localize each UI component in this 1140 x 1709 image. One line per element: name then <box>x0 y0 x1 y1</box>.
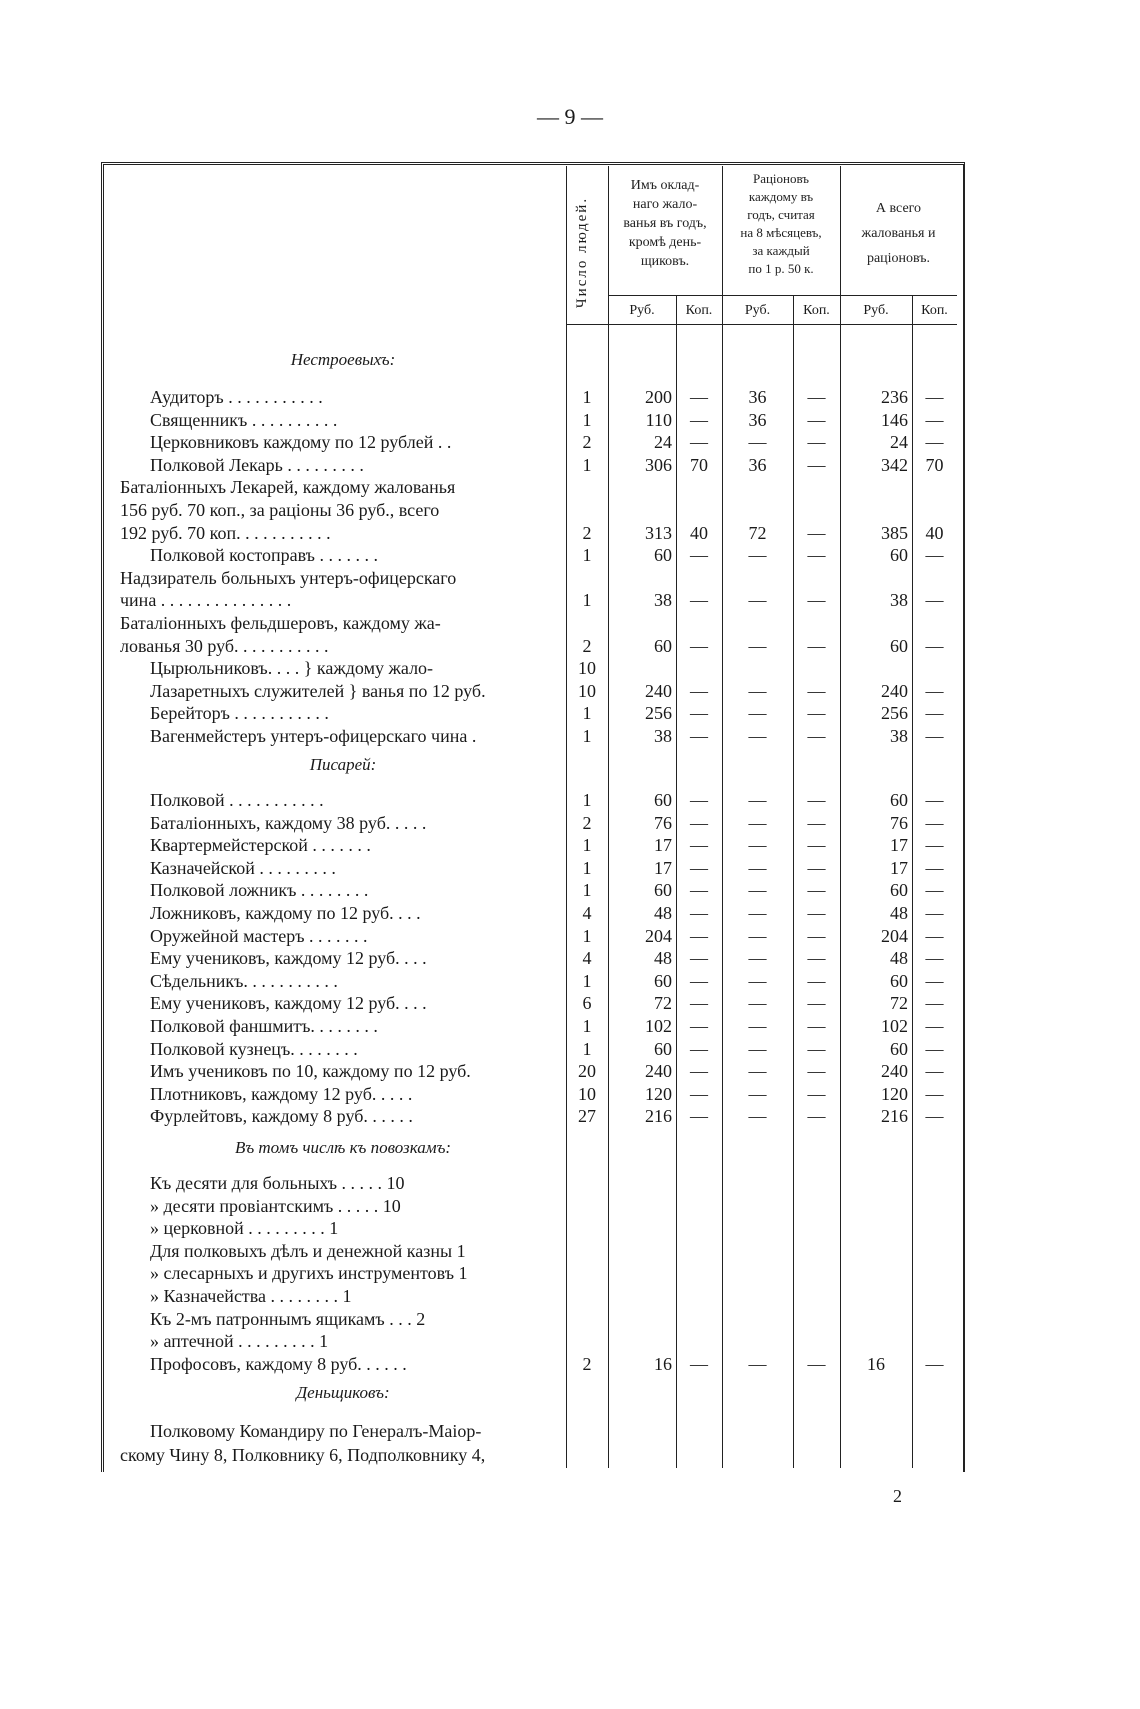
row-label: » десяти провіантскимъ . . . . . 10 <box>150 1195 401 1216</box>
people-count: 10 <box>578 680 596 701</box>
salary-kop: — <box>690 1038 708 1059</box>
salary-kop: — <box>690 925 708 946</box>
table-row <box>0 612 1140 635</box>
people-count: 1 <box>582 1038 592 1059</box>
salary-rub: 313 <box>645 522 672 543</box>
total-kop: 40 <box>925 522 944 543</box>
rations-rub: — <box>748 635 767 656</box>
denshchiki-line-2: скому Чину 8, Полковнику 6, Подполковнику 4, <box>120 1445 486 1465</box>
row-label: Казначейской . . . . . . . . . <box>150 857 336 878</box>
table-row <box>0 902 1140 925</box>
salary-rub: 60 <box>654 635 672 656</box>
total-rub: 60 <box>890 635 908 656</box>
row-label: Надзиратель больныхъ унтеръ-офицерскаго <box>120 567 457 588</box>
salary-rub: 110 <box>645 409 672 430</box>
table-row <box>0 702 1140 725</box>
row-label: Сѣдельникъ. . . . . . . . . . . <box>150 970 338 991</box>
row-label: Баталіонныхъ, каждому 38 руб. . . . . <box>150 812 427 833</box>
salary-rub: 48 <box>654 948 672 969</box>
salary-rub: 120 <box>645 1083 672 1104</box>
sub-total-kop: Коп. <box>921 303 948 318</box>
rations-rub: — <box>748 1016 767 1036</box>
total-kop: — <box>925 680 944 701</box>
total-rub: 24 <box>890 432 908 453</box>
total-kop: — <box>925 812 944 833</box>
total-kop: — <box>925 880 944 901</box>
footer-mark: 2 <box>893 1486 902 1506</box>
people-count: 4 <box>582 903 592 923</box>
total-rub: 60 <box>890 790 908 810</box>
total-rub: 76 <box>890 812 908 833</box>
row-label: Полковой фаншмитъ. . . . . . . . <box>150 1016 378 1036</box>
people-count: 1 <box>582 970 592 991</box>
table-row <box>0 1308 1140 1331</box>
row-label: » церковной . . . . . . . . . 1 <box>150 1218 339 1239</box>
people-count: 10 <box>578 658 596 679</box>
table-row <box>0 1083 1140 1106</box>
salary-kop: — <box>690 409 708 430</box>
total-rub: 240 <box>881 1061 908 1082</box>
sub-salary-rub: Руб. <box>629 303 655 318</box>
rations-kop: — <box>807 703 826 724</box>
salary-rub: 216 <box>645 1106 672 1127</box>
row-label: Полковой . . . . . . . . . . . <box>150 790 324 810</box>
row-label: Лазаретныхъ служителей } ванья по 12 руб. <box>150 680 486 701</box>
row-label: Имъ учениковъ по 10, каждому по 12 руб. <box>150 1061 471 1082</box>
total-kop: — <box>925 857 944 878</box>
total-rub: 60 <box>890 970 908 991</box>
sub-total-rub: Руб. <box>863 303 889 318</box>
row-label: Оружейной мастеръ . . . . . . . <box>150 925 368 946</box>
table-row <box>0 789 1140 812</box>
total-rub: 48 <box>890 948 908 969</box>
salary-rub: 102 <box>645 1016 672 1036</box>
total-kop: — <box>925 1016 944 1036</box>
total-kop: — <box>925 925 944 946</box>
salary-kop: — <box>690 703 708 724</box>
salary-rub: 60 <box>654 790 672 810</box>
row-label: Фурлейтовъ, каждому 8 руб. . . . . . <box>150 1106 413 1127</box>
row-label: Ему учениковъ, каждому 12 руб. . . . <box>150 993 427 1014</box>
table-row <box>0 1353 1140 1376</box>
rations-kop: — <box>807 1354 826 1374</box>
row-label: Къ десяти для больныхъ . . . . . 10 <box>150 1173 405 1193</box>
salary-rub: 306 <box>645 454 672 475</box>
people-count: 27 <box>578 1106 596 1127</box>
rations-rub: — <box>748 680 767 701</box>
row-label: Полковой костоправъ . . . . . . . <box>150 545 378 566</box>
people-count: 2 <box>582 522 592 543</box>
salary-rub: 240 <box>645 680 672 701</box>
total-rub: 204 <box>881 925 908 946</box>
people-count: 10 <box>578 1083 596 1104</box>
rations-kop: — <box>807 1016 826 1036</box>
row-label: Плотниковъ, каждому 12 руб. . . . . <box>150 1083 413 1104</box>
people-count: 6 <box>582 993 592 1014</box>
total-rub: 236 <box>881 387 908 407</box>
row-label: Ложниковъ, каждому по 12 руб. . . . <box>150 903 421 923</box>
rations-kop: — <box>807 835 826 856</box>
header-people: Число людей. <box>574 196 591 309</box>
total-rub: 385 <box>881 522 908 543</box>
salary-kop: — <box>690 1083 708 1104</box>
rations-kop: — <box>807 1106 826 1127</box>
table-row <box>0 1240 1140 1263</box>
rations-kop: — <box>807 790 826 810</box>
total-kop: — <box>925 387 944 407</box>
people-count: 1 <box>582 409 592 430</box>
salary-rub: 240 <box>645 1061 672 1082</box>
salary-rub: 60 <box>654 545 672 566</box>
row-label: Священникъ . . . . . . . . . . <box>150 409 338 430</box>
salary-rub: 48 <box>654 903 672 923</box>
total-kop: — <box>925 790 944 810</box>
rations-rub: — <box>748 1354 767 1374</box>
row-label: Полковой ложникъ . . . . . . . . <box>150 880 369 901</box>
total-rub: 342 <box>881 454 908 475</box>
total-kop: — <box>925 1061 944 1082</box>
rations-kop: — <box>807 880 826 901</box>
rations-rub: — <box>748 703 767 724</box>
salary-rub: 256 <box>645 703 672 724</box>
table-row <box>0 657 1140 680</box>
row-label: Полковой Лекарь . . . . . . . . . <box>150 454 364 475</box>
row-label: Цырюльниковъ. . . . } каждому жало- <box>150 658 434 679</box>
section-title-povozki: Въ томъ числѣ къ повозкамъ: <box>234 1138 452 1157</box>
rations-kop: — <box>807 387 826 407</box>
table-row <box>0 970 1140 993</box>
total-rub: 240 <box>881 680 908 701</box>
salary-kop: 70 <box>690 454 708 475</box>
row-label: » аптечной . . . . . . . . . 1 <box>150 1331 329 1352</box>
people-count: 1 <box>582 925 592 946</box>
salary-rub: 60 <box>654 970 672 991</box>
salary-kop: — <box>690 812 708 833</box>
people-count: 1 <box>582 590 592 611</box>
rations-rub: — <box>748 880 767 901</box>
total-kop: — <box>925 703 944 724</box>
total-kop: — <box>925 970 944 991</box>
table-row <box>0 1015 1140 1038</box>
people-count: 1 <box>582 545 592 566</box>
salary-rub: 38 <box>654 590 672 611</box>
total-kop: 70 <box>925 454 944 475</box>
salary-rub: 24 <box>654 432 672 453</box>
total-kop: — <box>925 590 944 611</box>
rations-rub: — <box>748 993 767 1014</box>
table-row <box>0 812 1140 835</box>
table-row <box>0 1172 1140 1195</box>
rations-rub: — <box>748 857 767 878</box>
rations-kop: — <box>807 1038 826 1059</box>
people-count: 1 <box>582 454 592 475</box>
table-row <box>0 1060 1140 1083</box>
row-label: Баталіонныхъ Лекарей, каждому жалованья <box>120 477 456 498</box>
row-label: чина . . . . . . . . . . . . . . . <box>120 590 292 611</box>
row-label: » слесарныхъ и другихъ инструментовъ 1 <box>150 1263 468 1284</box>
rations-rub: — <box>748 590 767 611</box>
total-rub: 60 <box>890 880 908 901</box>
salary-kop: — <box>690 590 708 611</box>
table-row <box>0 879 1140 902</box>
table-row <box>0 409 1140 432</box>
rations-rub: — <box>748 970 767 991</box>
sub-salary-kop: Коп. <box>685 303 713 318</box>
row-label: Къ 2-мъ патроннымъ ящикамъ . . . 2 <box>150 1308 426 1329</box>
salary-rub: 200 <box>645 387 672 407</box>
table-row <box>0 635 1140 658</box>
rations-kop: — <box>807 903 826 923</box>
table-row <box>0 1285 1140 1308</box>
table-row <box>0 1262 1140 1285</box>
total-rub: 146 <box>881 409 908 430</box>
table-row <box>0 567 1140 590</box>
salary-kop: — <box>690 993 708 1014</box>
section-title-nonstroevye: Нестроевыхъ: <box>290 350 396 369</box>
row-label: Квартермейстерской . . . . . . . <box>150 835 371 856</box>
header-sub-line <box>608 295 957 296</box>
header-bottom-line <box>566 324 957 325</box>
header-salary: Имъ оклад- наго жало- ванья въ годъ, кромѣ день- щиковъ. <box>623 178 707 269</box>
table-row <box>0 431 1140 454</box>
salary-rub: 16 <box>654 1354 672 1374</box>
total-kop: — <box>925 835 944 856</box>
table-row <box>0 589 1140 612</box>
row-label: Церковниковъ каждому по 12 рублей . . <box>150 432 452 453</box>
people-count: 1 <box>582 703 592 724</box>
row-label: Для полковыхъ дѣлъ и денежной казны 1 <box>150 1240 466 1261</box>
rations-rub: — <box>748 812 767 833</box>
rations-rub: — <box>748 1083 767 1104</box>
rations-rub: — <box>748 1106 767 1127</box>
total-rub: 16 <box>867 1354 885 1374</box>
rations-kop: — <box>807 993 826 1014</box>
table-row <box>0 499 1140 522</box>
table-row <box>0 1330 1140 1353</box>
total-kop: — <box>925 903 944 923</box>
people-count: 1 <box>582 790 592 810</box>
rations-rub: — <box>748 925 767 946</box>
rations-rub: 36 <box>748 409 767 430</box>
total-kop: — <box>925 1038 944 1059</box>
people-count: 2 <box>582 812 592 833</box>
rations-kop: — <box>807 970 826 991</box>
salary-kop: — <box>690 1354 708 1374</box>
table-row <box>0 1195 1140 1218</box>
total-kop: — <box>925 948 944 969</box>
salary-kop: — <box>690 545 708 566</box>
salary-kop: 40 <box>690 522 708 543</box>
total-kop: — <box>925 545 944 566</box>
row-label: Вагенмейстеръ унтеръ-офицерскаго чина . <box>150 726 477 746</box>
people-count: 1 <box>582 835 592 856</box>
rations-kop: — <box>807 857 826 878</box>
salary-kop: — <box>690 1016 708 1036</box>
salary-rub: 76 <box>654 812 672 833</box>
row-label: лованья 30 руб. . . . . . . . . . . <box>120 635 329 656</box>
rations-kop: — <box>807 432 826 453</box>
rations-rub: 36 <box>748 387 767 407</box>
rations-rub: — <box>748 1061 767 1082</box>
salary-kop: — <box>690 948 708 969</box>
people-count: 2 <box>582 635 592 656</box>
total-kop: — <box>925 1083 944 1104</box>
salary-rub: 72 <box>654 993 672 1014</box>
salary-kop: — <box>690 835 708 856</box>
salary-kop: — <box>690 432 708 453</box>
row-label: Берейторъ . . . . . . . . . . . <box>150 703 329 724</box>
rations-kop: — <box>807 545 826 566</box>
rations-kop: — <box>807 590 826 611</box>
people-count: 1 <box>582 880 592 901</box>
table-row <box>0 386 1140 409</box>
page-number: — 9 — <box>537 104 603 129</box>
rations-kop: — <box>807 726 826 746</box>
header-total: А всего жалованья и раціоновъ. <box>861 201 936 266</box>
table-row <box>0 1038 1140 1061</box>
row-label: Баталіонныхъ фельдшеровъ, каждому жа- <box>120 613 441 633</box>
table-row <box>0 1105 1140 1128</box>
row-label: » Казначейства . . . . . . . . 1 <box>150 1286 352 1306</box>
table-row <box>0 947 1140 970</box>
rations-rub: — <box>748 790 767 810</box>
rations-kop: — <box>807 948 826 969</box>
salary-kop: — <box>690 857 708 878</box>
row-label: Ему учениковъ, каждому 12 руб. . . . <box>150 948 427 969</box>
people-count: 2 <box>582 1354 592 1374</box>
rations-kop: — <box>807 812 826 833</box>
salary-rub: 60 <box>654 1038 672 1059</box>
table-row <box>0 476 1140 499</box>
section-title-pisarey: Писарей: <box>309 755 377 774</box>
people-count: 1 <box>582 1016 592 1036</box>
rations-rub: 36 <box>748 454 767 475</box>
rations-rub: — <box>748 545 767 566</box>
total-rub: 102 <box>881 1016 908 1036</box>
table-row <box>0 680 1140 703</box>
total-rub: 17 <box>890 835 908 856</box>
salary-kop: — <box>690 790 708 810</box>
total-kop: — <box>925 726 944 746</box>
salary-kop: — <box>690 635 708 656</box>
total-kop: — <box>925 432 944 453</box>
total-rub: 48 <box>890 903 908 923</box>
table-row <box>0 544 1140 567</box>
salary-kop: — <box>690 1061 708 1082</box>
salary-kop: — <box>690 970 708 991</box>
denshchiki-line-1: Полковому Командиру по Генералъ-Маіор- <box>150 1421 482 1441</box>
people-count: 4 <box>582 948 592 969</box>
table-row <box>0 857 1140 880</box>
table-row <box>0 725 1140 748</box>
rations-kop: — <box>807 522 826 543</box>
salary-kop: — <box>690 1106 708 1127</box>
header-rations: Раціоновъ каждому въ годъ, считая на 8 мѣсяцевъ, за каждый по 1 р. 50 к. <box>740 171 822 276</box>
total-kop: — <box>925 409 944 430</box>
rations-kop: — <box>807 1061 826 1082</box>
sub-rations-kop: Коп. <box>803 303 830 318</box>
salary-rub: 38 <box>654 726 672 746</box>
rations-rub: — <box>748 903 767 923</box>
total-kop: — <box>925 993 944 1014</box>
salary-rub: 204 <box>645 925 672 946</box>
total-rub: 38 <box>890 590 908 611</box>
rations-rub: 72 <box>748 522 767 543</box>
salary-kop: — <box>690 880 708 901</box>
section-title-denshchiki: Деньщиковъ: <box>296 1383 390 1402</box>
table-row <box>0 454 1140 477</box>
salary-kop: — <box>690 680 708 701</box>
salary-kop: — <box>690 726 708 746</box>
sub-rations-rub: Руб. <box>744 303 771 318</box>
total-rub: 72 <box>890 993 908 1014</box>
rations-kop: — <box>807 1083 826 1104</box>
people-count: 2 <box>582 432 592 453</box>
rations-rub: — <box>748 1038 767 1059</box>
total-rub: 60 <box>890 545 908 566</box>
rations-rub: — <box>748 726 767 746</box>
people-count: 20 <box>578 1061 596 1082</box>
total-rub: 17 <box>890 857 908 878</box>
salary-rub: 17 <box>654 857 672 878</box>
total-kop: — <box>925 1106 944 1127</box>
rations-kop: — <box>807 925 826 946</box>
salary-kop: — <box>690 903 708 923</box>
table-row <box>0 522 1140 545</box>
row-label: Профосовъ, каждому 8 руб. . . . . . <box>150 1354 407 1374</box>
table-row <box>0 925 1140 948</box>
total-rub: 256 <box>881 703 908 724</box>
table-row <box>0 834 1140 857</box>
row-label: Аудиторъ . . . . . . . . . . . <box>150 387 323 407</box>
salary-rub: 60 <box>654 880 672 901</box>
table-row <box>0 1217 1140 1240</box>
rations-kop: — <box>807 409 826 430</box>
salary-rub: 17 <box>654 835 672 856</box>
rations-rub: — <box>748 432 767 453</box>
rations-rub: — <box>748 835 767 856</box>
rations-kop: — <box>807 680 826 701</box>
rations-kop: — <box>807 635 826 656</box>
rations-rub: — <box>748 948 767 969</box>
table-row <box>0 992 1140 1015</box>
people-count: 1 <box>582 387 592 407</box>
total-kop: — <box>925 635 944 656</box>
people-count: 1 <box>582 726 592 746</box>
salary-kop: — <box>690 387 708 407</box>
total-rub: 120 <box>881 1083 908 1104</box>
total-kop: — <box>925 1354 944 1374</box>
row-label: 156 руб. 70 коп., за раціоны 36 руб., всего <box>120 500 440 520</box>
total-rub: 216 <box>881 1106 908 1127</box>
row-label: 192 руб. 70 коп. . . . . . . . . . . <box>120 522 331 543</box>
total-rub: 38 <box>890 726 908 746</box>
row-label: Полковой кузнецъ. . . . . . . . <box>150 1038 358 1059</box>
total-rub: 60 <box>890 1038 908 1059</box>
people-count: 1 <box>582 857 592 878</box>
rations-kop: — <box>807 454 826 475</box>
